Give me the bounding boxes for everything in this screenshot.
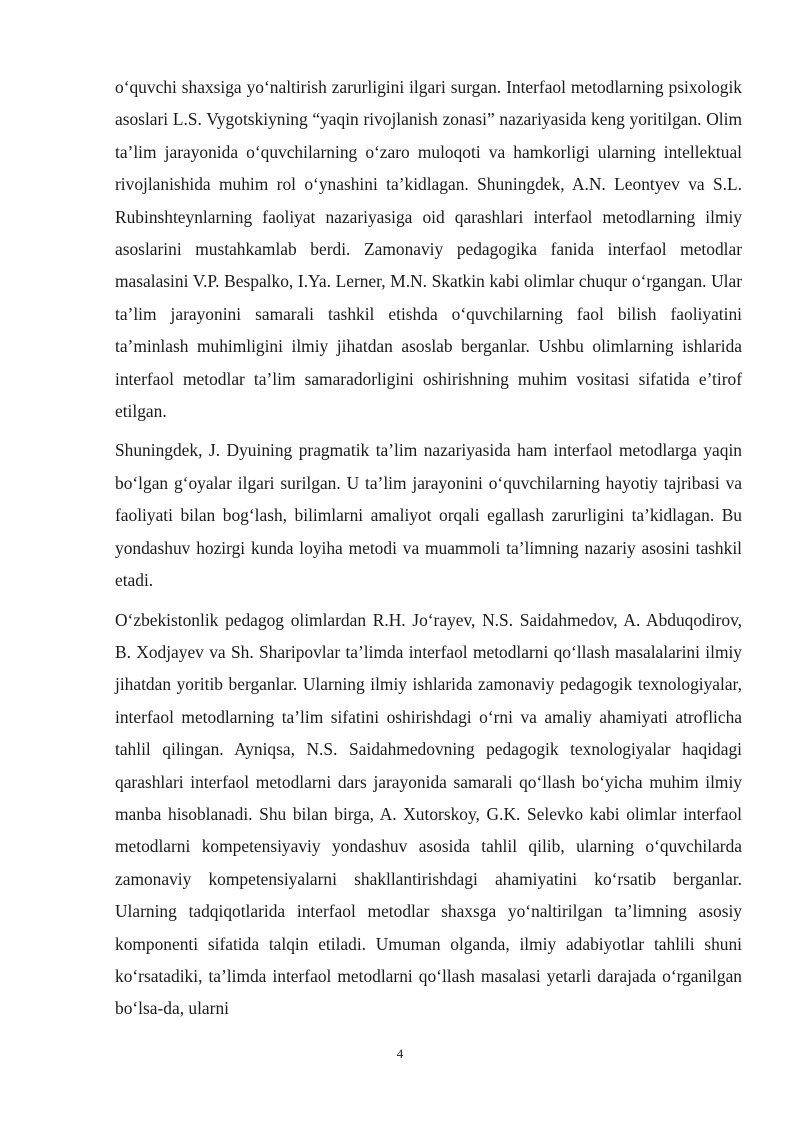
page-number: 4 <box>396 1046 404 1061</box>
paragraph-2: Shuningdek, J. Dyuining pragmatik ta’lim nazariyasida ham interfaol metodlarga yaqin bo‘lgan g‘oyalar ilgari surilgan. U ta’lim jarayonini o‘quvchilarning hayotiy tajribasi va faoliyati bilan bog‘lash, bilimlarni amaliyot orqali egallash zarurligini ta’kidlagan. Bu yondashuv hozirgi kunda loyiha metodi va muammoli ta’limning nazariy asosini tashkil etadi. <box>115 440 742 591</box>
paragraph-1: o‘quvchi shaxsiga yo‘naltirish zarurligini ilgari surgan. Interfaol metodlarning psixologik asoslari L.S. Vygotskiyning “yaqin rivojlanish zonasi” nazariyasida keng yoritilgan. Olim ta’lim jarayonida o‘quvchilarning o‘zaro muloqoti va hamkorligi ularning intellektual rivojlanishida muhim rol o‘ynashini ta’kidlagan. Shuningdek, A.N. Leontyev va S.L. Rubinshteynlarning faoliyat nazariyasiga oid qarashlari interfaol metodlarning ilmiy asoslarini mustahkamlab berdi. Zamonaviy pedagogika fanida interfaol metodlar masalasini V.P. Bespalko, I.Ya. Lerner, M.N. Skatkin kabi olimlar chuqur o‘rgangan. Ular ta’lim jarayonini samarali tashkil etishda o‘quvchilarning faol bilish faoliyatini ta’minlash muhimligini ilmiy jihatdan asoslab berganlar. Ushbu olimlarning ishlarida interfaol metodlar ta’lim samaradorligini oshirishning muhim vositasi sifatida e’tirof etilgan. <box>115 77 742 422</box>
paragraph-3: O‘zbekistonlik pedagog olimlardan R.H. Jo‘rayev, N.S. Saidahmedov, A. Abduqodirov, B. Xodjayev va Sh. Sharipovlar ta’limda interfaol metodlarni qo‘llash masalalarini ilmiy jihatdan yoritib berganlar. Ularning ilmiy ishlarida zamonaviy pedagogik texnologiyalar, interfaol metodlarning ta’lim sifatini oshirishdagi o‘rni va amaliy ahamiyati atroflicha tahlil qilingan. Ayniqsa, N.S. Saidahmedovning pedagogik texnologiyalar haqidagi qarashlari interfaol metodlarni dars jarayonida samarali qo‘llash bo‘yicha muhim ilmiy manba hisoblanadi. Shu bilan birga, A. Xutorskoy, G.K. Selevko kabi olimlar interfaol metodlarni kompetensiyaviy yondashuv asosida tahlil qilib, ularning o‘quvchilarda zamonaviy kompetensiyalarni shakllantirishdagi ahamiyatini ko‘rsatib berganlar. Ularning tadqiqotlarida interfaol metodlar shaxsga yo‘naltirilgan ta’limning asosiy komponenti sifatida talqin etiladi. Umuman olganda, ilmiy adabiyotlar tahlili shuni ko‘rsatadiki, ta’limda interfaol metodlarni qo‘llash masalasi yetarli darajada o‘rganilgan bo‘lsa-da, ularni <box>115 609 742 1019</box>
document-body <box>115 71 742 1032</box>
